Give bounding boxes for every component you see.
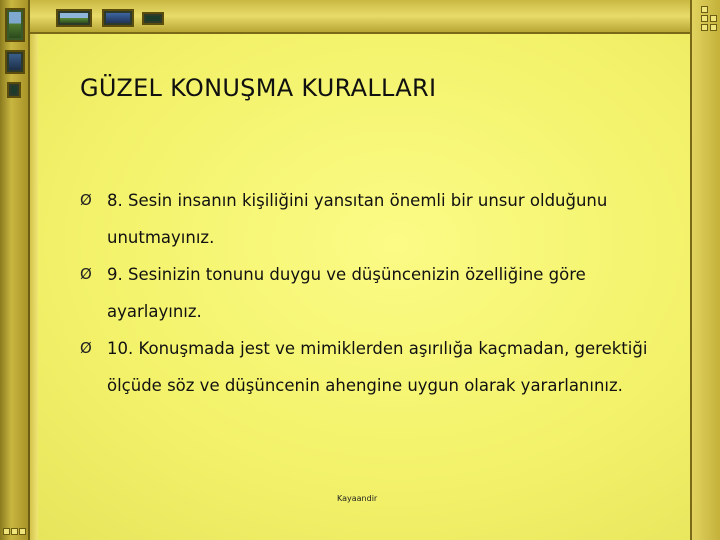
- landscape-icon: [56, 9, 92, 27]
- corner-square-icon: [11, 528, 18, 535]
- list-item: [80, 182, 680, 256]
- corner-square-icon: [710, 24, 717, 31]
- inner-frame-edge: [30, 34, 38, 540]
- landscape-icon: [5, 8, 25, 42]
- right-frame-bar: [690, 0, 720, 540]
- list-item: [80, 330, 680, 404]
- bullet-list: [80, 182, 680, 404]
- screen-icon: [142, 12, 164, 25]
- bullet-text: 9. Sesinizin tonunu duygu ve düşüncenizin özelliğine göre ayarlayınız.: [107, 265, 586, 321]
- corner-square-icon: [701, 15, 708, 22]
- corner-square-icon: [701, 24, 708, 31]
- list-item: [80, 256, 680, 330]
- monitor-icon: [102, 9, 134, 27]
- corner-square-icon: [710, 15, 717, 22]
- corner-square-icon: [19, 528, 26, 535]
- footer-text: Kayaandir: [337, 494, 378, 503]
- bullet-text: 10. Konuşmada jest ve mimiklerden aşırılığa kaçmadan, gerektiği ölçüde söz ve düşüncenin ahengine uygun olarak yararlanınız.: [107, 339, 648, 395]
- slide-title: GÜZEL KONUŞMA KURALLARI: [80, 74, 437, 102]
- screen-icon: [5, 50, 25, 74]
- bullet-text: 8. Sesin insanın kişiliğini yansıtan önemli bir unsur olduğunu unutmayınız.: [107, 191, 608, 247]
- corner-square-icon: [701, 6, 708, 13]
- arrow-bullet-icon: Ø: [80, 339, 92, 357]
- left-frame-bar: [0, 0, 30, 540]
- top-frame-bar: [30, 0, 690, 34]
- screen-icon: [7, 82, 21, 98]
- arrow-bullet-icon: Ø: [80, 265, 92, 283]
- corner-square-icon: [3, 528, 10, 535]
- arrow-bullet-icon: Ø: [80, 191, 92, 209]
